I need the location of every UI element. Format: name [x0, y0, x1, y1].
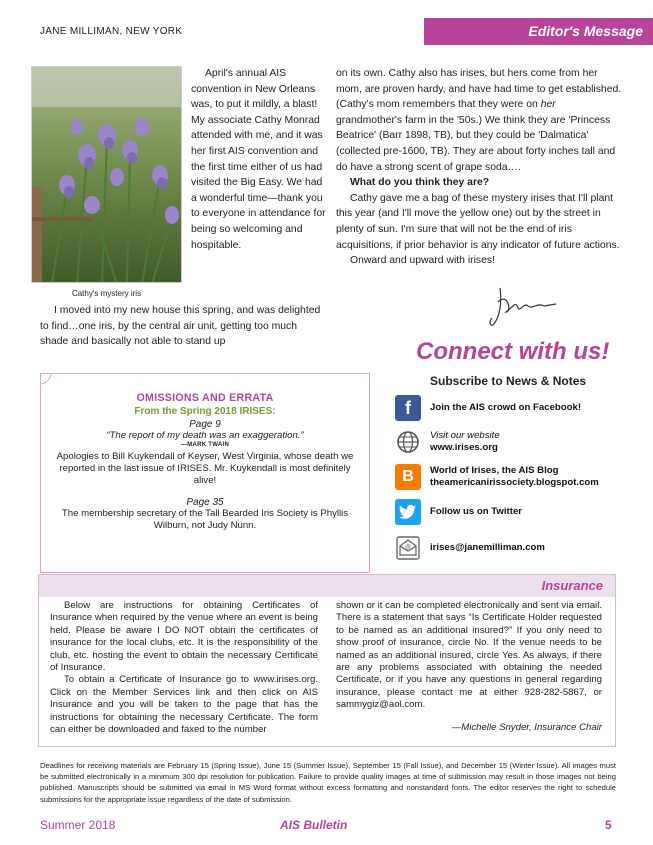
article-question: What do you think they are? [350, 177, 490, 189]
author-byline: JANE MILLIMAN, NEW YORK [40, 26, 183, 37]
article-paragraph: on its own. Cathy also has irises, but hers come from her mom, are proven hardy, and have had time to get established. (Cathy's mom remembers that they were on her grandmother's farm in the '50s.) We think they are 'Princess Beatrice' (Barr 1898, TB), but they could be 'Dalmatica' (collected pre-1600, TB). They are about forty inches tall and do have a strong scent of grape soda…. [336, 68, 622, 173]
errata-page-ref: Page 9 [189, 419, 221, 430]
footer-issue: Summer 2018 [40, 818, 116, 832]
article-column-1 [191, 66, 327, 253]
globe-icon [395, 429, 421, 455]
article-paragraph: I moved into my new house this spring, and was delighted to find…one iris, by the central air unit, getting too much shade and basically not able to stand up [40, 305, 321, 348]
section-banner: Editor's Message [424, 18, 653, 45]
article-paragraph: April's annual AIS convention in New Orleans was, to put it mildly, a blast! My associate Cathy Monrad attended with me, and it was her first AIS convention and the first time either of us had visited the Big Easy. We had a wonderful time—thank you to everyone in attendance for being so welcoming and hospitable. [191, 68, 326, 251]
twitter-icon [395, 499, 421, 525]
facebook-icon: f [395, 395, 421, 421]
errata-quote: “The report of my death was an exaggeration.” [106, 430, 304, 441]
website-link[interactable]: Visit our website www.irises.org [395, 428, 625, 456]
insurance-paragraph: Below are instructions for obtaining Certificates of Insurance when required by the venue where an event is being held. Please be aware I DO NOT obtain the certificates of insurance for the local clubs, etc. It is the responsibility of the club, etc. hosting the event to obtain the necessary Certificate of Insurance. [50, 600, 318, 674]
article-paragraph: Cathy gave me a bag of these mystery irises that I'll plant this year (and I'll move the yellow one) out by the street in plenty of sun. I'm sure that will not be the end of iris acquisitions, if prior behavior is any indicator of future actions. [336, 192, 620, 251]
insurance-column-2 [336, 600, 602, 712]
article-column-2 [336, 66, 623, 269]
article-column-1-continued [40, 303, 327, 350]
footer-publication: AIS Bulletin [280, 818, 348, 832]
errata-page-ref: Page 35 [186, 497, 224, 508]
errata-box [40, 373, 370, 573]
insurance-heading: Insurance [39, 575, 615, 597]
svg-text:@: @ [404, 544, 412, 551]
email-icon [395, 535, 421, 561]
connect-title: Connect with us! [416, 338, 610, 365]
errata-heading: OMISSIONS AND ERRATA [136, 392, 274, 404]
deadlines-note: Deadlines for receiving materials are February 15 (Spring Issue), June 15 (Summer Issue), September 15 (Fall Issue), and December 15 (Winter Issue). All images must be submitted electronically in a minimum 300 dpi resolution for publication. Failure to provide quality images at time of submission may result in those images not being published. Manuscripts should be submitted via email in MS Word format without excess formatting and nonstandard fonts. The editor reserves the right to schedule submissions for the appropriate issue regardless of the date of submission. [40, 761, 616, 804]
twitter-link[interactable]: Follow us on Twitter [395, 498, 625, 526]
insurance-column-1 [50, 600, 318, 736]
iris-photo [31, 66, 182, 283]
photo-caption: Cathy's mystery iris [71, 289, 142, 298]
insurance-signoff: —Michelle Snyder, Insurance Chair [451, 722, 602, 733]
email-link[interactable]: @ irises@janemilliman.com [395, 534, 625, 562]
errata-attribution: —MARK TWAIN [180, 442, 230, 448]
blog-link[interactable]: B World of Irises, the AIS Blog theamericanirissociety.blogspot.com [395, 463, 625, 491]
insurance-paragraph: To obtain a Certificate of Insurance go to www.irises.org. Click on the Member Services link and then click on AIS Insurance and you will be taken to the page that has the instructions for obtaining the necessary Certificate. The form can either be downloaded and faxed to the number [50, 674, 318, 736]
editor-signature [488, 282, 558, 330]
subscribe-heading: Subscribe to News & Notes [430, 374, 587, 388]
blogger-icon: B [395, 464, 421, 490]
footer-page-number: 5 [605, 818, 612, 832]
errata-apology: Apologies to Bill Kuykendall of Keyser, West Virginia, whose death we reported in the last issue of IRISES. Mr. Kuykendall is most definitely alive! [56, 451, 354, 486]
facebook-link[interactable]: f Join the AIS crowd on Facebook! [395, 394, 625, 422]
insurance-paragraph: shown or it can be completed electronically and sent via email. There is a statement that says “Is Certificate Holder requested to be named as an additional insured?” If you only need to show proof of insurance, circle No. If the venue needs to be named as an additional insured, circle Yes. As always, if there are any problems associated with obtaining the needed Certificate, or if you have any questions in general regarding insurance, please contact me at either 928-282-5867, or sammygiz@aol.com. [336, 600, 602, 711]
errata-source: From the Spring 2018 IRISES: [134, 406, 276, 417]
errata-correction: The membership secretary of the Tall Bearded Iris Society is Phyllis Wilburn, not Judy Nunn. [61, 508, 349, 531]
article-closing: Onward and upward with irises! [350, 255, 495, 267]
